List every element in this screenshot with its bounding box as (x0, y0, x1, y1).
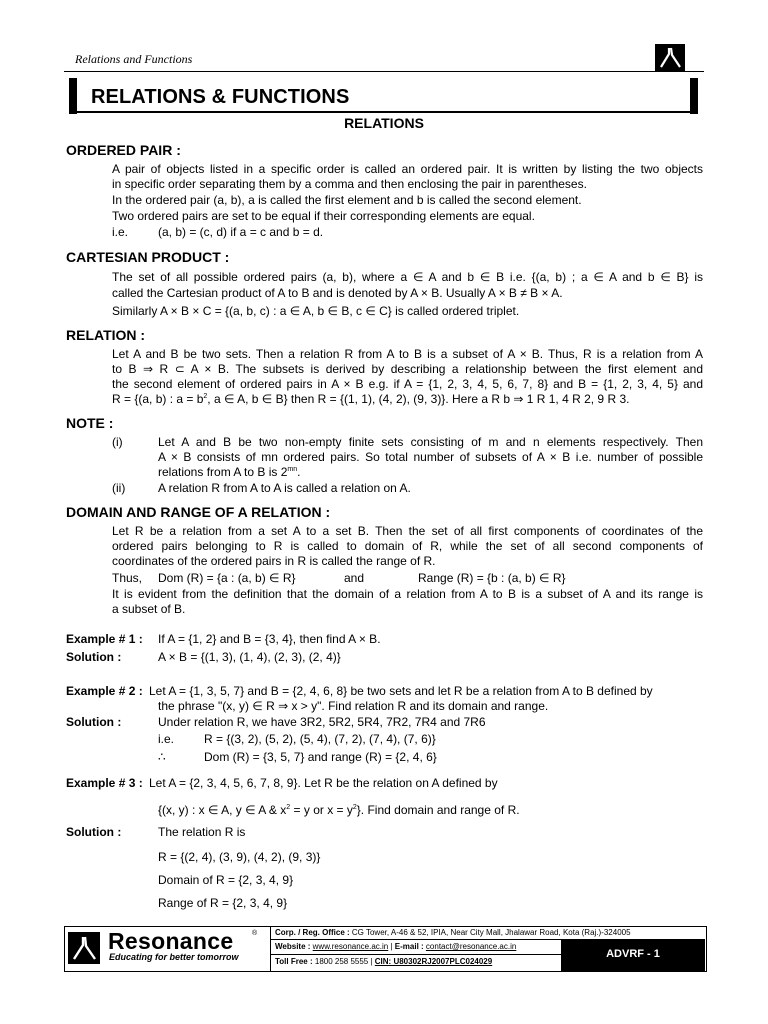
note-i-line-3: relations from A to B is $2^{mn}$. (158, 465, 301, 479)
example-2-solution-label: Solution : (66, 715, 122, 729)
heading-cartesian-product: CARTESIAN PRODUCT : (66, 249, 230, 265)
example-2-solution-line-1: Under relation R, we have 3R2, 5R2, 5R4, 7R2, 7R4 and 7R6 (158, 715, 486, 729)
footer-brand-name: Resonance (108, 928, 234, 954)
title-bar-left (69, 78, 77, 114)
note-i-line-2: A × B consists of mn ordered pairs. So total number of subsets of A × B i.e. number of possible (158, 450, 703, 464)
section-subtitle: RELATIONS (344, 115, 424, 131)
note-i-label: (i) (112, 435, 123, 449)
running-header-title: Relations and Functions (75, 52, 193, 66)
example-3-solution-line-1: The relation R is (158, 825, 246, 839)
ordered-pair-ie-text: (a, b) = (c, d) if a = c and b = d. (158, 225, 324, 239)
example-3-solution-line-4: Range of R = {2, 3, 4, 9} (158, 896, 288, 910)
cartesian-line-2: called the Cartesian product of A to B and is denoted by A × B. Usually A × B ≠ B × A. (112, 286, 563, 300)
domain-line-3: coordinates of the ordered pairs in R is called the range of R. (112, 554, 436, 568)
domain-dom-formula: Dom (R) = {a : (a, b) ∈ R} (158, 571, 296, 585)
footer-tollfree-line: Toll Free : 1800 258 5555 | CIN: U80302RJ2007PLC024029 (275, 957, 493, 966)
heading-note: NOTE : (66, 415, 114, 431)
ordered-pair-ie-label: i.e. (112, 225, 129, 239)
heading-ordered-pair: ORDERED PAIR : (66, 142, 181, 158)
example-1-label: Example # 1 : (66, 632, 143, 646)
example-3-text: Let A = {2, 3, 4, 5, 6, 7, 8, 9}. Let R be the relation on A defined by (149, 776, 498, 790)
domain-range-formula: Range (R) = {b : (a, b) ∈ R} (418, 571, 566, 585)
domain-line-6: a subset of B. (112, 602, 186, 616)
ordered-pair-line-4: Two ordered pairs are set to be equal if their corresponding elements are equal. (112, 209, 535, 223)
example-1-text: If A = {1, 2} and B = {3, 4}, then find A × B. (158, 632, 381, 646)
cartesian-line-1: The set of all possible ordered pairs (a, b), where a ∈ A and b ∈ B i.e. {(a, b) ; a ∈ A and b ∈ B} is (112, 270, 703, 284)
example-2-ie-label: i.e. (158, 732, 175, 746)
page-code: ADVRF - 1 (606, 948, 660, 960)
heading-domain-range: DOMAIN AND RANGE OF A RELATION : (66, 504, 331, 520)
example-1-solution-label: Solution : (66, 650, 122, 664)
footer-email-link[interactable]: contact@resonance.ac.in (425, 942, 517, 951)
footer-tagline: Educating for better tomorrow (109, 952, 239, 962)
ordered-pair-line-2: in specific order separating them by a comma and then enclosing the pair in parentheses. (112, 177, 587, 191)
domain-line-1: Let R be a relation from a set A to a set B. Then the set of all first components of coordinates of the (112, 524, 703, 538)
title-underline (77, 111, 690, 113)
ordered-pair-line-3: In the ordered pair (a, b), a is called the first element and b is called the second element. (112, 193, 582, 207)
example-2-therefore-text: Dom (R) = {3, 5, 7} and range (R) = {2, 4, 6} (204, 750, 437, 764)
example-2-label: Example # 2 : (66, 684, 143, 698)
page-title: RELATIONS & FUNCTIONS (91, 86, 350, 108)
domain-line-2: ordered pairs belonging to R is called to domain of R, while the set of all second components of (112, 539, 703, 553)
title-bar-right (690, 78, 698, 114)
example-2-line-2: the phrase "(x, y) ∈ R ⇒ x > y". Find relation R and its domain and range. (158, 699, 549, 713)
footer-website-link[interactable]: www.resonance.ac.in (312, 942, 389, 951)
footer-divider (270, 926, 271, 972)
example-2-line-1: Let A = {1, 3, 5, 7} and B = {2, 4, 6, 8} be two sets and let R be a relation from A to B defined by (149, 684, 653, 698)
domain-and-word: and (344, 571, 365, 585)
cartesian-line-3: Similarly A × B × C = {(a, b, c) : a ∈ A, b ∈ B, c ∈ C} is called ordered triplet. (112, 304, 520, 318)
relation-line-3: the second element of ordered pairs in A × B e.g. if A = {1, 2, 3, 4, 5, 6, 7, 8} and B = {1, 2, 3, 4, 5} and (112, 377, 703, 391)
footer-row-rule-2 (271, 954, 561, 955)
domain-thus-label: Thus, (112, 571, 143, 585)
header-rule (64, 71, 704, 72)
example-2-ie-text: R = {(3, 2), (5, 2), (5, 4), (7, 2), (7, 4), (7, 6)} (204, 732, 436, 746)
example-3-solution-line-3: Domain of R = {2, 3, 4, 9} (158, 873, 294, 887)
example-3-set-definition: {(x, y) : x ∈ A, y ∈ A & $x^2 = y$ or $x = y^2$}. Find domain and range of R. (158, 803, 520, 817)
footer-contact-line: Website : www.resonance.ac.in | E-mail : contact@resonance.ac.in (275, 942, 517, 951)
heading-relation: RELATION : (66, 327, 146, 343)
relation-line-1: Let A and B be two sets. Then a relation R from A to B is a subset of A × B. Thus, R is a relation from A (112, 347, 703, 361)
ordered-pair-line-1: A pair of objects listed in a specific order is called an ordered pair. It is written by listing the two objects (112, 162, 703, 176)
footer-office-line: Corp. / Reg. Office : CG Tower, A-46 & 52, IPIA, Near City Mall, Jhalawar Road, Kota (Raj.)-324005 (275, 928, 631, 937)
example-1-solution-text: A × B = {(1, 3), (1, 4), (2, 3), (2, 4)} (158, 650, 341, 664)
example-3-solution-label: Solution : (66, 825, 122, 839)
relation-line-4: R = {(a, b) : $a = b^2$, a ∈ A, b ∈ B} then R = {(1, 1), (4, 2), (9, 3)}. Here a R b ⇒ 1 R 1, 4 R 2, 9 R 3. (112, 392, 630, 406)
footer-registered-mark: ® (252, 930, 258, 937)
example-3-label: Example # 3 : (66, 776, 143, 790)
note-ii-text: A relation R from A to A is called a relation on A. (158, 481, 411, 495)
resonance-logo-icon (655, 44, 685, 71)
relation-line-2: to B ⇒ R ⊂ A × B. The subsets is derived by describing a relationship between the first element and (112, 362, 703, 376)
example-2-therefore-label: ∴ (158, 750, 166, 764)
domain-line-5: It is evident from the definition that the domain of a relation from A to B is a subset of A and its range is (112, 587, 703, 601)
example-3-solution-line-2: R = {(2, 4), (3, 9), (4, 2), (9, 3)} (158, 850, 321, 864)
note-i-line-1: Let A and B be two non-empty finite sets consisting of m and n elements respectively. Then (158, 435, 703, 449)
note-ii-label: (ii) (112, 481, 126, 495)
